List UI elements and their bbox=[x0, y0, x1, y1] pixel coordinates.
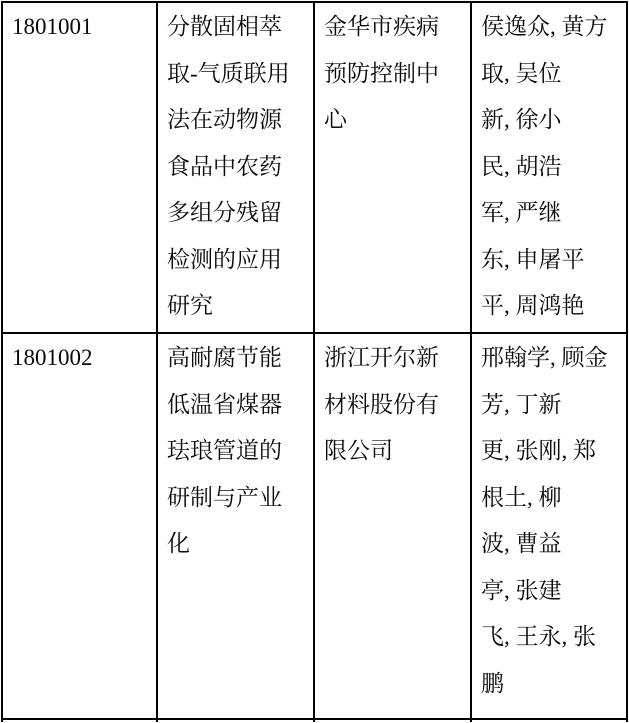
project-id-cell bbox=[2, 2, 157, 333]
table-row bbox=[2, 333, 627, 719]
organization-cell: 浙江开尔新 材料股份有 限公司 bbox=[314, 333, 471, 719]
project-title-cell bbox=[157, 719, 314, 722]
organization-cell bbox=[314, 719, 471, 722]
project-title-cell: 高耐腐节能 低温省煤器 珐琅管道的 研制与产业 化 bbox=[157, 333, 314, 719]
project-id: 1801001 bbox=[12, 14, 93, 39]
project-id-cell bbox=[2, 333, 157, 719]
members-cell: 侯逸众, 黄方 取, 吴位 新, 徐小 民, 胡浩 军, 严继 东, 申屠平 平, 周鸿艳 bbox=[471, 2, 627, 333]
members-cell bbox=[471, 719, 627, 722]
members-cell: 邢翰学, 顾金 芳, 丁新 更, 张刚, 郑 根土, 柳 波, 曹益 亭, 张建 飞, 王永, 张 鹏 bbox=[471, 333, 627, 719]
table-row bbox=[2, 2, 627, 333]
table-row-partial bbox=[2, 719, 627, 722]
project-id-cell bbox=[2, 719, 157, 722]
project-title-cell: 分散固相萃 取-气质联用 法在动物源 食品中农药 多组分残留 检测的应用 研究 bbox=[157, 2, 314, 333]
projects-table bbox=[1, 1, 628, 722]
project-id: 1801002 bbox=[12, 345, 93, 370]
organization-cell: 金华市疾病 预防控制中 心 bbox=[314, 2, 471, 333]
